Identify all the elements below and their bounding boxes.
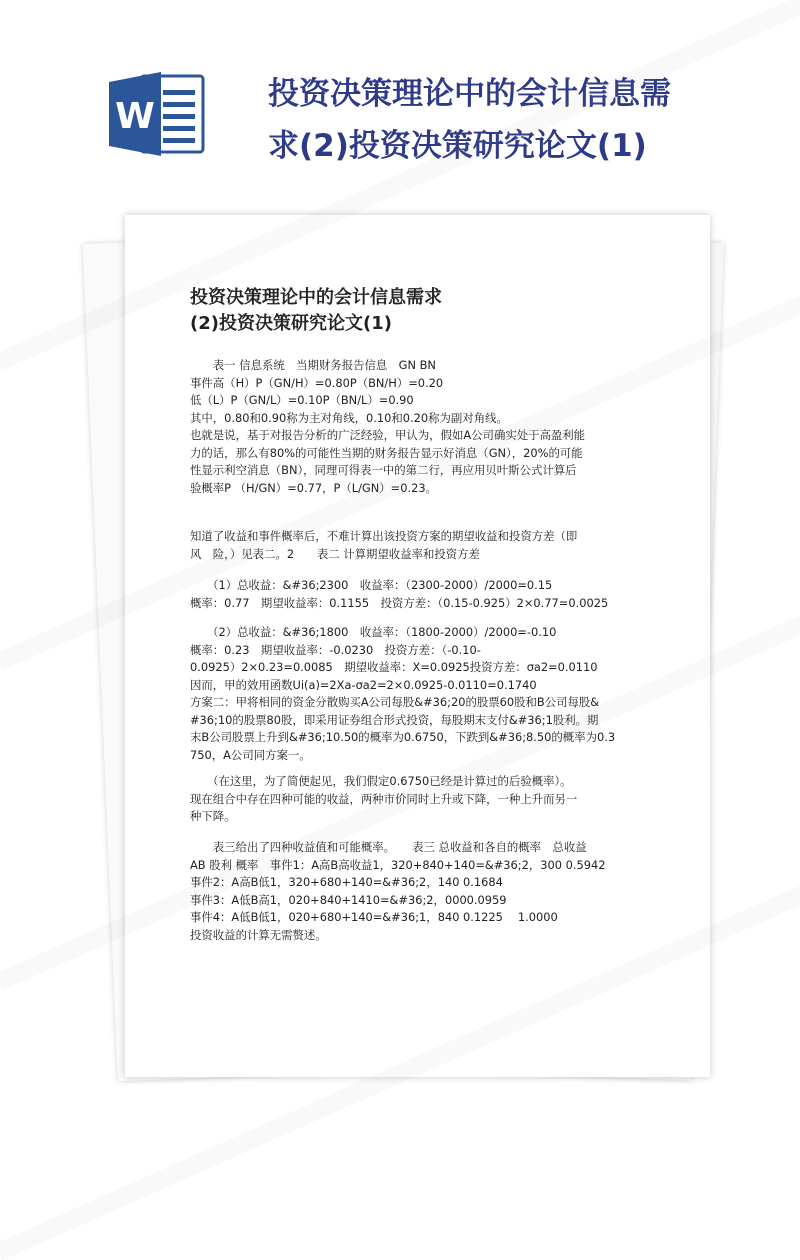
paragraph-assumption — [190, 773, 645, 826]
text-line: 力的话，那么有80%的可能性当期的财务报告显示好消息（GN），20%的可能 — [190, 445, 583, 460]
text-line: 表三给出了四种收益值和可能概率。 表三 总收益和各自的概率 总收益 — [190, 840, 587, 854]
page-title-line-2: 求(2)投资决策研究论文(1) — [268, 128, 647, 164]
document-heading — [190, 285, 670, 337]
text-line: 事件4：A低B低1，020+680+140=&#36;1，840 0.1225 1.0000 — [190, 910, 558, 924]
text-line: 末B公司股票上升到&#36;10.50的概率为0.6750，下跌到&#36;8.50的概率为0.3 — [190, 730, 616, 744]
page-title-line-1: 投资决策理论中的会计信息需 — [268, 76, 671, 112]
text-line: 因而，甲的效用函数Ui(a)=2Xa-σa2=2×0.0925-0.0110=0.1740 — [190, 677, 537, 692]
paragraph-case-one — [190, 577, 645, 612]
document-heading-line: (2)投资决策研究论文(1) — [190, 313, 392, 334]
text-line: AB 股利 概率 事件1：A高B高收益1，320+840+140=&#36;2，300 0.5942 — [190, 857, 606, 872]
text-line: 概率：0.23 期望收益率：-0.0230 投资方差：（-0.10- — [190, 642, 481, 657]
text-line: 其中，0.80和0.90称为主对角线，0.10和0.20称为副对角线。 — [190, 410, 508, 425]
text-line: 750，A公司同方案一。 — [190, 747, 311, 762]
text-line: #36;10的股票80股，即采用证券组合形式投资，每股期末支付&#36;1股利。期 — [190, 712, 599, 727]
text-line: 风 险，）见表二。2 表二 计算期望收益率和投资方差 — [190, 546, 480, 561]
text-line: 事件高（H）P（GN/H）=0.80P（BN/H）=0.20 — [190, 375, 444, 390]
text-line: 投资收益的计算无需赘述。 — [190, 927, 327, 942]
text-line: 验概率P （H/GN）=0.77，P（L/GN）=0.23。 — [190, 480, 437, 495]
text-line: 事件2：A高B低1，320+680+140=&#36;2，140 0.1684 — [190, 875, 503, 889]
text-line: 现在组合中存在四种可能的收益，两种市价同时上升或下降，一种上升而另一 — [190, 791, 578, 806]
text-line: 也就是说，基于对报告分析的广泛经验，甲认为，假如A公司确实处于高盈利能 — [190, 428, 586, 442]
text-line: 性显示利空消息（BN），同理可得表一中的第二行，再应用贝叶斯公式计算后 — [190, 463, 577, 477]
document-heading-line: 投资决策理论中的会计信息需求 — [190, 287, 442, 308]
paragraph-table-one — [190, 357, 645, 497]
text-line: 表一 信息系统 当期财务报告信息 GN BN — [190, 358, 436, 372]
text-line: （2）总收益：&#36;1800 收益率：（1800-2000）/2000=-0.10 — [190, 625, 557, 639]
text-line: （在这里，为了简便起见，我们假定0.6750已经是计算过的后验概率）。 — [190, 774, 572, 788]
text-line: 事件3：A低B高1，020+840+1410=&#36;2，0000.0959 — [190, 892, 507, 907]
text-line: 方案二：甲将相同的资金分散购买A公司每股&#36;20的股票60股和B公司每股& — [190, 695, 600, 709]
text-line: 知道了收益和事件概率后，不难计算出该投资方案的期望收益和投资方差（即 — [190, 529, 578, 543]
paragraph-table-three — [190, 839, 645, 944]
text-line: 种下降。 — [190, 809, 236, 823]
paragraph-table-two-intro — [190, 528, 645, 563]
text-line: 0.0925）2×0.23=0.0085 期望收益率：X=0.0925投资方差：σa2=0.0110 — [190, 660, 598, 674]
text-line: 低（L）P（GN/L）=0.10P（BN/L）=0.90 — [190, 393, 414, 407]
text-line: 概率：0.77 期望收益率：0.1155 投资方差：（0.15-0.925）2×0.77=0.0025 — [190, 595, 609, 610]
text-line: （1）总收益：&#36;2300 收益率：（2300-2000）/2000=0.15 — [190, 578, 553, 592]
paragraph-case-two — [190, 624, 645, 764]
word-icon-letter: W — [115, 96, 155, 137]
